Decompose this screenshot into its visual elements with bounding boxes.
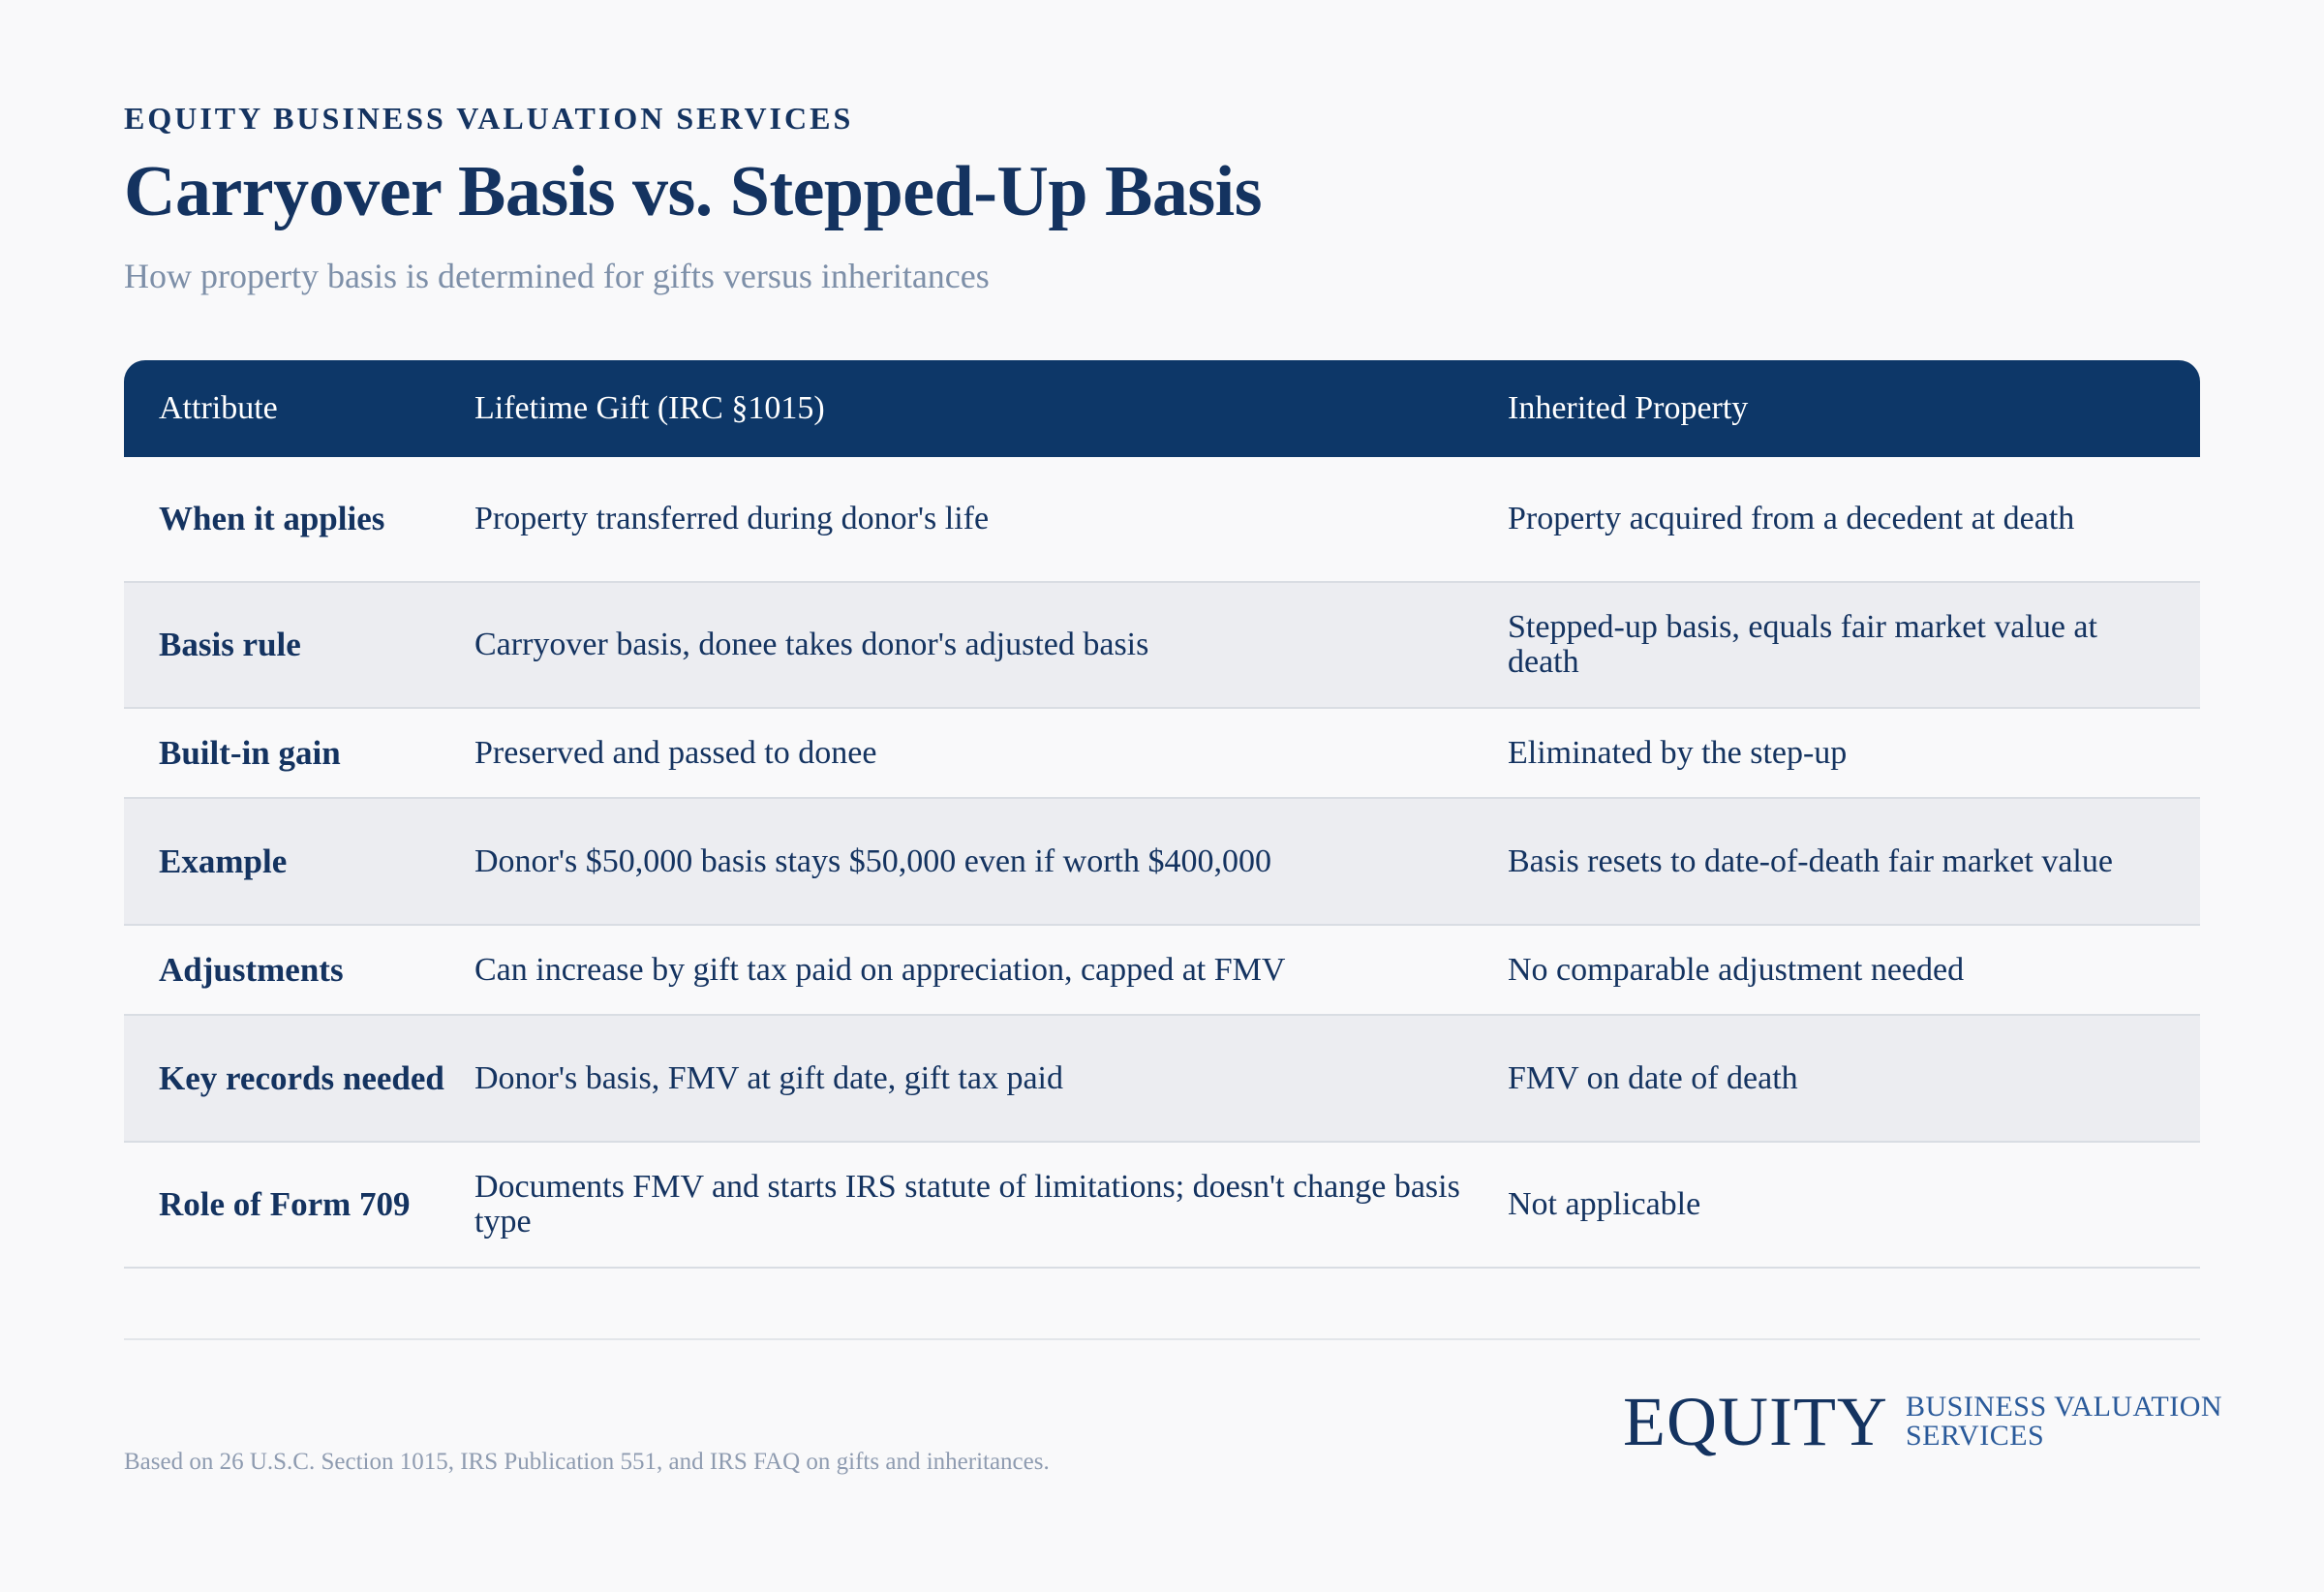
table-row — [124, 926, 2200, 1016]
row-attribute: Built-in gain — [159, 733, 341, 772]
header-inherited-property: Inherited Property — [1508, 390, 1749, 426]
row-attribute: Basis rule — [159, 626, 301, 663]
row-attribute: When it applies — [159, 500, 385, 537]
row-attribute: Example — [159, 842, 288, 880]
table-header-row — [124, 360, 2200, 457]
footer-divider — [124, 1338, 2200, 1340]
row-gift-value: Preserved and passed to donee — [474, 734, 877, 771]
eyebrow: EQUITY BUSINESS VALUATION SERVICES — [124, 101, 854, 136]
table-row — [124, 583, 2200, 709]
table-row — [124, 709, 2200, 799]
header-lifetime-gift: Lifetime Gift (IRC §1015) — [474, 390, 825, 426]
comparison-table — [124, 360, 2200, 1269]
row-attribute: Role of Form 709 — [159, 1185, 411, 1223]
page — [124, 0, 2223, 1592]
row-inherited-value: Stepped-up basis, equals fair market value at death — [1508, 609, 2097, 680]
header-attribute: Attribute — [159, 390, 278, 426]
row-gift-value: Can increase by gift tax paid on appreciation, capped at FMV — [474, 951, 1286, 988]
row-gift-value: Property transferred during donor's life — [474, 501, 990, 536]
source-note: Based on 26 U.S.C. Section 1015, IRS Publication 551, and IRS FAQ on gifts and inheritances. — [124, 1449, 1050, 1475]
row-gift-value: Carryover basis, donee takes donor's adjusted basis — [474, 627, 1149, 662]
row-gift-value: Donor's $50,000 basis stays $50,000 even if worth $400,000 — [474, 842, 1272, 879]
row-gift-value: Donor's basis, FMV at gift date, gift tax paid — [474, 1059, 1063, 1096]
logo-wordmark: EQUITY — [1623, 1383, 1888, 1460]
row-inherited-value: Basis resets to date-of-death fair market value — [1508, 842, 2113, 879]
table-row — [124, 1016, 2200, 1143]
row-inherited-value: No comparable adjustment needed — [1508, 951, 1965, 988]
row-inherited-value: FMV on date of death — [1508, 1059, 1798, 1096]
row-gift-value: Documents FMV and starts IRS statute of limitations; doesn't change basis type — [474, 1169, 1460, 1240]
row-attribute: Key records needed — [159, 1058, 444, 1097]
page-subtitle: How property basis is determined for gifts versus inheritances — [124, 257, 990, 295]
logo-tagline — [1906, 1393, 2222, 1451]
row-inherited-value: Property acquired from a decedent at death — [1508, 501, 2075, 536]
row-attribute: Adjustments — [159, 950, 344, 989]
row-inherited-value: Not applicable — [1508, 1186, 1701, 1222]
company-logo — [1623, 1383, 2223, 1460]
table-row — [124, 1143, 2200, 1269]
table-row — [124, 799, 2200, 926]
row-inherited-value: Eliminated by the step-up — [1508, 734, 1848, 771]
table-row — [124, 457, 2200, 583]
logo-tagline-line2: SERVICES — [1905, 1420, 2045, 1452]
page-title: Carryover Basis vs. Stepped-Up Basis — [124, 152, 1262, 231]
logo-tagline-line1: BUSINESS VALUATION — [1905, 1391, 2223, 1423]
